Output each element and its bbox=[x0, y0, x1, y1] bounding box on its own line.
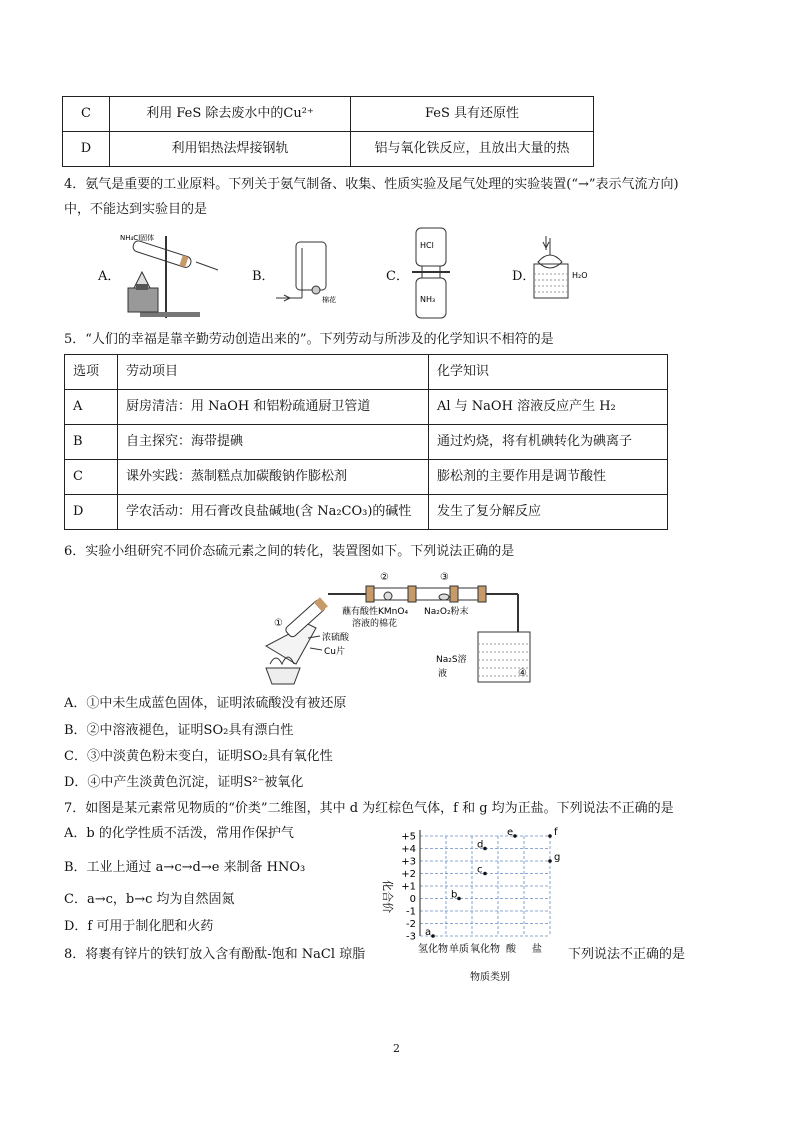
y-tick-label: +4 bbox=[401, 844, 416, 855]
table-continued bbox=[62, 96, 594, 167]
q7-option-a: A．b 的化学性质不活泼，常用作保护气 bbox=[64, 826, 294, 841]
apparatus-d-figure bbox=[532, 234, 602, 304]
task-cell: 厨房清洁：用 NaOH 和铝粉疏通厨卫管道 bbox=[118, 390, 429, 425]
item-cell: 利用铝热法焊接钢轨 bbox=[110, 132, 351, 167]
data-point bbox=[457, 897, 461, 901]
table-header-row bbox=[65, 355, 668, 390]
x-tick-label: 酸 bbox=[506, 944, 516, 955]
fig-d-label: H₂O bbox=[572, 271, 588, 280]
chart-ylabel: 化合价 bbox=[381, 880, 394, 913]
fig-b-label: 棉花 bbox=[322, 296, 336, 304]
apparatus-b-figure bbox=[272, 238, 342, 308]
y-tick-label: +3 bbox=[401, 856, 416, 868]
y-tick-label: +5 bbox=[401, 831, 416, 843]
label-na2o2: Na₂O₂粉末 bbox=[424, 607, 469, 617]
knowledge-cell: Al 与 NaOH 溶液反应产生 H₂ bbox=[429, 390, 668, 425]
x-tick-label: 氧化物 bbox=[470, 944, 500, 955]
x-tick-label: 盐 bbox=[532, 944, 542, 955]
option-cell: C bbox=[63, 97, 110, 132]
point-label: f bbox=[554, 827, 558, 838]
y-tick-label: 0 bbox=[409, 894, 416, 905]
knowledge-cell: 膨松剂的主要作用是调节酸性 bbox=[429, 460, 668, 495]
q4-option-b-label: B． bbox=[252, 269, 275, 284]
knowledge-cell: 发生了复分解反应 bbox=[429, 495, 668, 530]
option-cell: B bbox=[65, 425, 118, 460]
option-cell: C bbox=[65, 460, 118, 495]
reason-cell: 铝与氧化铁反应，且放出大量的热 bbox=[351, 132, 594, 167]
y-tick-label: -3 bbox=[406, 931, 416, 943]
q7-stem: 7．如图是某元素常见物质的“价类”二维图，其中 d 为红棕色气体，f 和 g 均为正盐。下列说法不正确的是 bbox=[64, 801, 674, 816]
x-tick-label: 单质 bbox=[449, 944, 469, 955]
valence-class-chart bbox=[370, 818, 570, 986]
chart-grid bbox=[420, 830, 550, 936]
y-tick-label: +1 bbox=[401, 881, 416, 893]
fig-c-bottom-label: NH₃ bbox=[420, 295, 436, 304]
page-number: 2 bbox=[393, 1042, 400, 1055]
q4-option-a-label: A． bbox=[98, 269, 121, 284]
option-cell: D bbox=[65, 495, 118, 530]
q5-stem: 5．“人们的幸福是靠辛勤劳动创造出来的”。下列劳动与所涉及的化学知识不相符的是 bbox=[64, 332, 554, 347]
col-header: 化学知识 bbox=[429, 355, 668, 390]
option-cell: A bbox=[65, 390, 118, 425]
apparatus-c-figure bbox=[408, 226, 458, 322]
task-cell: 课外实践：蒸制糕点加碳酸钠作膨松剂 bbox=[118, 460, 429, 495]
q5-table bbox=[64, 354, 668, 530]
label-cu: Cu片 bbox=[324, 647, 345, 657]
chart-yticks bbox=[401, 832, 416, 943]
point-label: g bbox=[554, 852, 561, 863]
data-point bbox=[513, 834, 517, 838]
reason-cell: FeS 具有还原性 bbox=[351, 97, 594, 132]
y-tick-label: -1 bbox=[406, 906, 416, 918]
apparatus-a-figure bbox=[120, 226, 220, 322]
q4-option-d-label: D． bbox=[512, 269, 536, 284]
q7-option-c: C．a→c，b→c 均为自然固氮 bbox=[64, 892, 235, 907]
q6-apparatus-figure bbox=[256, 568, 536, 686]
q4-stem-line1: 4．氨气是重要的工业原料。下列关于氨气制备、收集、性质实验及尾气处理的实验装置(“→”表示气流方向) bbox=[64, 177, 679, 192]
item-cell: 利用 FeS 除去废水中的Cu²⁺ bbox=[110, 97, 351, 132]
q8-stem-part1: 8．将裹有锌片的铁钉放入含有酚酞-饱和 NaCl 琼脂 bbox=[64, 947, 366, 962]
option-cell: D bbox=[63, 132, 110, 167]
knowledge-cell: 通过灼烧，将有机碘转化为碘离子 bbox=[429, 425, 668, 460]
label-na2s: Na₂S溶 bbox=[436, 655, 467, 665]
col-header: 劳动项目 bbox=[118, 355, 429, 390]
col-header: 选项 bbox=[65, 355, 118, 390]
q6-option-a: A．①中未生成蓝色固体，证明浓硫酸没有被还原 bbox=[64, 696, 347, 711]
table-row bbox=[63, 97, 594, 132]
fig-c-top-label: HCl bbox=[420, 241, 434, 250]
point-label: c bbox=[477, 864, 483, 876]
fig-a-label: NH₄Cl固体 bbox=[120, 234, 155, 242]
data-point bbox=[548, 859, 552, 863]
label-cotton: 溶液的棉花 bbox=[352, 619, 398, 629]
data-point bbox=[483, 847, 487, 851]
q7-option-b: B．工业上通过 a→c→d→e 来制备 HNO₃ bbox=[64, 860, 306, 875]
point-label: e bbox=[507, 827, 514, 838]
chart-xticks bbox=[418, 942, 542, 955]
table-row bbox=[63, 132, 594, 167]
q6-stem: 6．实验小组研究不同价态硫元素之间的转化，装置图如下。下列说法正确的是 bbox=[64, 544, 515, 559]
q8-stem-part2: 下列说法不正确的是 bbox=[568, 947, 686, 962]
data-point bbox=[431, 934, 435, 938]
label-1: ① bbox=[274, 618, 283, 629]
x-tick-label: 氢化物 bbox=[418, 944, 448, 955]
data-point bbox=[483, 872, 487, 876]
q6-option-d: D．④中产生淡黄色沉淀，证明S²⁻被氧化 bbox=[64, 775, 304, 790]
label-3: ③ bbox=[440, 572, 449, 583]
data-point bbox=[548, 834, 552, 838]
q6-option-b: B．②中溶液褪色，证明SO₂具有漂白性 bbox=[64, 723, 294, 738]
q7-option-d: D．f 可用于制化肥和火药 bbox=[64, 919, 214, 934]
q4-option-c-label: C． bbox=[386, 269, 409, 284]
point-label: b bbox=[451, 889, 458, 901]
task-cell: 学农活动：用石膏改良盐碱地(含 Na₂CO₃)的碱性 bbox=[118, 495, 429, 530]
label-2: ② bbox=[380, 572, 389, 583]
label-4: ④ bbox=[518, 668, 527, 679]
point-label: d bbox=[477, 839, 484, 851]
point-label: a bbox=[425, 927, 432, 938]
label-na2s-2: 液 bbox=[438, 669, 448, 679]
y-tick-label: -2 bbox=[406, 919, 416, 930]
table-row bbox=[65, 425, 668, 460]
label-acid: 浓硫酸 bbox=[322, 633, 350, 643]
table-row bbox=[65, 390, 668, 425]
y-tick-label: +2 bbox=[401, 869, 416, 880]
table-row bbox=[65, 460, 668, 495]
chart-points bbox=[425, 827, 560, 938]
q4-stem-line2: 中，不能达到实验目的是 bbox=[64, 202, 208, 217]
task-cell: 自主探究：海带提碘 bbox=[118, 425, 429, 460]
q6-option-c: C．③中淡黄色粉末变白，证明SO₂具有氧化性 bbox=[64, 749, 333, 764]
chart-xlabel: 物质类别 bbox=[470, 972, 510, 983]
table-row bbox=[65, 495, 668, 530]
label-kmno4: 蘸有酸性KMnO₄ bbox=[342, 607, 409, 617]
